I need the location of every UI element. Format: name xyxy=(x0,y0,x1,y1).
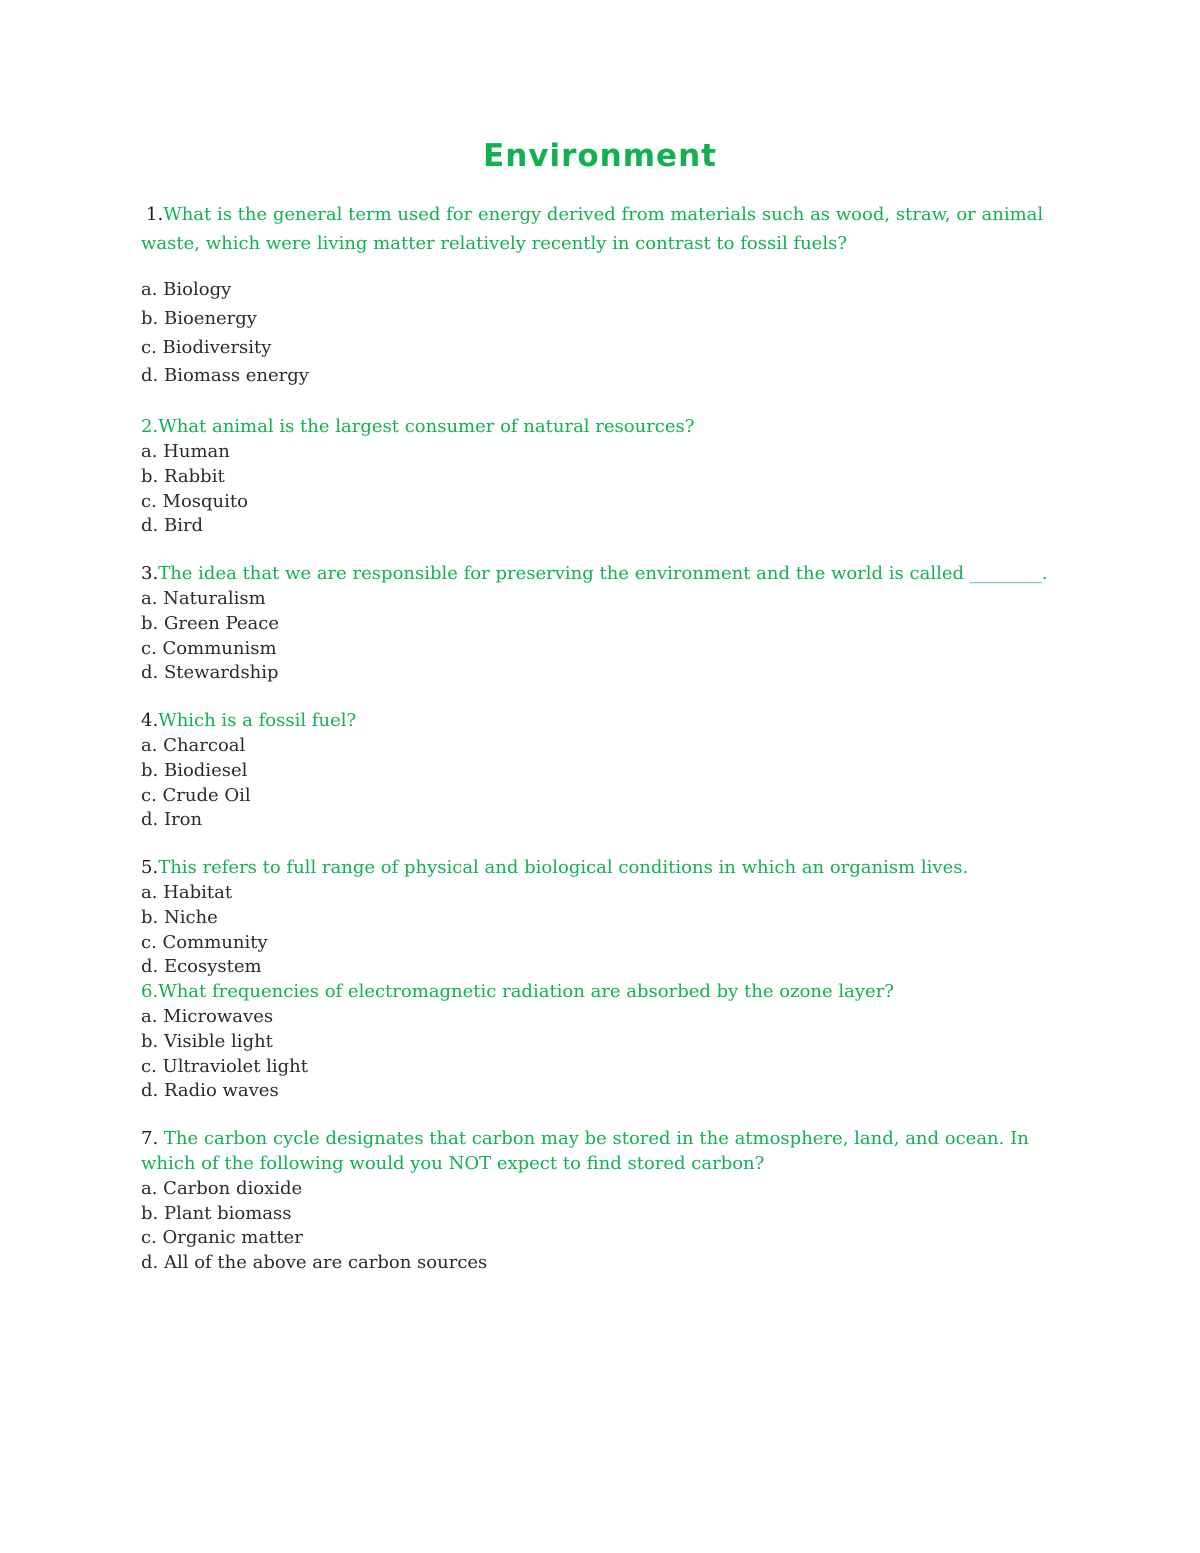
options-list xyxy=(141,1177,1061,1276)
question-number: 2. xyxy=(141,416,159,438)
question-body: What frequencies of electromagnetic radiation are absorbed by the ozone layer? xyxy=(158,981,894,1003)
question-body: The carbon cycle designates that carbon may be stored in the atmosphere, land, and ocean. In which of the following would you NOT expect to find stored carbon? xyxy=(141,1128,1029,1174)
quiz-content xyxy=(141,200,1061,1276)
options-list xyxy=(141,440,1061,539)
question-text xyxy=(141,980,1061,1005)
option-b: b. Rabbit xyxy=(141,465,225,487)
option-a: a. Naturalism xyxy=(141,587,266,609)
option-a: a. Microwaves xyxy=(141,1005,274,1027)
options-list xyxy=(141,587,1061,686)
question-1 xyxy=(141,200,1061,391)
option-d: d. Ecosystem xyxy=(141,956,262,978)
question-body: This refers to full range of physical and biological conditions in which an organism lives. xyxy=(158,857,969,879)
option-a: a. Carbon dioxide xyxy=(141,1177,303,1199)
option-c: c. Communism xyxy=(141,637,277,659)
option-a: a. Habitat xyxy=(141,881,233,903)
question-2 xyxy=(141,415,1061,539)
option-d: d. Biomass energy xyxy=(141,365,309,387)
question-text xyxy=(141,1127,1061,1177)
question-text xyxy=(141,200,1061,258)
option-a: a. Biology xyxy=(141,279,232,300)
question-5 xyxy=(141,856,1061,980)
options-list xyxy=(141,734,1061,833)
option-c: c. Community xyxy=(141,931,268,953)
question-number: 4. xyxy=(141,710,159,732)
page-title: Environment xyxy=(483,138,717,174)
option-a: a. Charcoal xyxy=(141,734,246,756)
option-c: c. Crude Oil xyxy=(141,784,251,806)
question-text xyxy=(141,562,1061,587)
option-d: d. Stewardship xyxy=(141,662,279,684)
option-c: c. Biodiversity xyxy=(141,336,272,358)
options-list xyxy=(141,276,1061,391)
question-3 xyxy=(141,562,1061,686)
option-d: d. Radio waves xyxy=(141,1080,279,1102)
question-body: What animal is the largest consumer of natural resources? xyxy=(158,416,695,438)
option-d: d. Iron xyxy=(141,809,203,831)
option-c: c. Organic matter xyxy=(141,1227,303,1249)
option-b: b. Niche xyxy=(141,906,218,928)
question-number: 3. xyxy=(141,563,159,585)
question-number: 1. xyxy=(146,204,164,225)
question-number: 7. xyxy=(141,1128,159,1150)
question-text xyxy=(141,415,1061,440)
option-b: b. Biodiesel xyxy=(141,759,248,781)
question-7 xyxy=(141,1127,1061,1276)
option-d: d. Bird xyxy=(141,515,204,537)
option-b: b. Visible light xyxy=(141,1030,273,1052)
question-6 xyxy=(141,980,1061,1104)
options-list xyxy=(141,881,1061,980)
question-number: 5. xyxy=(141,857,159,879)
option-c: c. Mosquito xyxy=(141,490,248,512)
option-b: b. Bioenergy xyxy=(141,307,257,329)
options-list xyxy=(141,1005,1061,1104)
question-body: The idea that we are responsible for preserving the environment and the world is called ________. xyxy=(158,563,1048,585)
option-c: c. Ultraviolet light xyxy=(141,1055,309,1077)
option-b: b. Plant biomass xyxy=(141,1202,292,1224)
question-body: What is the general term used for energy derived from materials such as wood, straw, or animal waste, which were living matter relatively recently in contrast to fossil fuels? xyxy=(141,204,1044,254)
question-text xyxy=(141,856,1061,881)
question-number: 6. xyxy=(141,981,159,1003)
option-a: a. Human xyxy=(141,440,230,462)
question-text xyxy=(141,709,1061,734)
question-4 xyxy=(141,709,1061,833)
question-body: Which is a fossil fuel? xyxy=(158,710,357,732)
option-b: b. Green Peace xyxy=(141,612,279,634)
option-d: d. All of the above are carbon sources xyxy=(141,1252,488,1274)
